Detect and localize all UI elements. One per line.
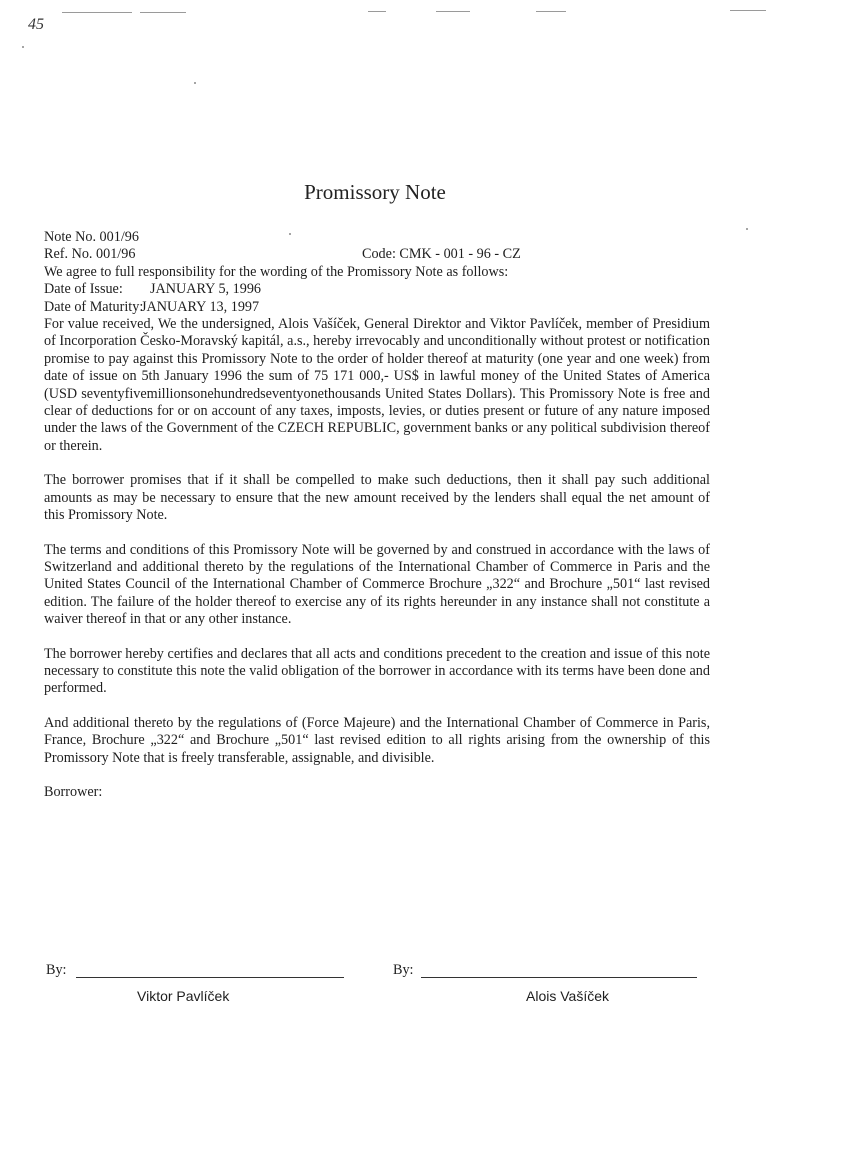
scan-artifact	[140, 12, 186, 13]
paragraph-deductions: The borrower promises that if it shall be compelled to make such deductions, then it shall pay such additional amounts as may be necessary to ensure that the new amount received by the lenders shall equal the net amount of this Promissory Note.	[44, 472, 710, 524]
signature-line-right	[421, 977, 697, 978]
ref-number: Ref. No. 001/96	[44, 246, 136, 263]
paragraph-payment-promise: For value received, We the undersigned, Alois Vašíček, General Direktor and Viktor Pavlíček, member of Presidium of Incorporation Česko-Moravský kapitál, a.s., hereby irrevocably and unconditionally without protest or notification promise to pay against this Promissory Note to the order of holder thereof at maturity (one year and one week) from date of issue on 5th January 1996 the sum of 75 171 000,- US$ in lawful money of the United States of America (USD seventyfivemillionsonehundredseventyonethousands United States Dollars). This Promissory Note is free and clear of deductions for or on account of any taxes, imposts, levies, or duties present or future of any nature imposed under the laws of the Government of the CZECH REPUBLIC, government banks or any political subdivision thereof or therein.	[44, 316, 710, 454]
paragraph-governing-law: The terms and conditions of this Promissory Note will be governed by and construed in accordance with the laws of Switzerland and additional thereto by the regulations of the International Chamber of Commerce in Paris and the United States Council of the International Chamber of Commerce Brochure „322“ and Brochure „501“ last revised edition. The failure of the holder thereof to exercise any of its rights hereunder in any instance shall not constitute a waiver thereof in that or any other instance.	[44, 541, 710, 628]
intro-statement: We agree to full responsibility for the wording of the Promissory Note as follows:	[44, 263, 509, 280]
date-of-issue-label: Date of Issue:	[44, 281, 123, 298]
scan-artifact	[436, 11, 470, 12]
scan-speck	[194, 82, 196, 84]
document-body	[44, 229, 710, 801]
code: Code: CMK - 001 - 96 - CZ	[362, 246, 521, 263]
scan-speck	[22, 46, 24, 48]
scan-artifact	[62, 12, 132, 13]
scan-artifact	[368, 11, 386, 12]
signatory-name-left: Viktor Pavlíček	[137, 988, 230, 1004]
ref-code-row	[44, 246, 710, 263]
signature-by-left: By:	[46, 962, 67, 978]
paragraph-force-majeure: And additional thereto by the regulations of (Force Majeure) and the International Chamber of Commerce in Paris, France, Brochure „322“ and Brochure „501“ last revised edition to all rights arising from the ownership of this Promissory Note that is freely transferable, assignable, and divisible.	[44, 714, 710, 766]
scan-artifact	[536, 11, 566, 12]
date-of-maturity-row	[44, 299, 710, 316]
date-of-maturity-label: Date of Maturity:	[44, 298, 144, 315]
date-of-maturity-value: JANUARY 13, 1997	[141, 298, 260, 315]
paragraph-certification: The borrower hereby certifies and declares that all acts and conditions precedent to the creation and issue of this note necessary to constitute this note the valid obligation of the borrower in accordance with its terms have been done and performed.	[44, 645, 710, 697]
page-number: 45	[28, 16, 44, 33]
borrower-label: Borrower:	[44, 783, 103, 800]
scan-artifact	[730, 10, 766, 11]
document-title: Promissory Note	[304, 180, 446, 204]
note-number: Note No. 001/96	[44, 229, 139, 245]
scan-speck	[746, 228, 748, 230]
signature-by-right: By:	[393, 962, 414, 978]
date-of-issue-row	[44, 281, 710, 298]
signatory-name-right: Alois Vašíček	[526, 988, 609, 1004]
date-of-issue-value: JANUARY 5, 1996	[150, 281, 262, 298]
signature-line-left	[76, 977, 344, 978]
